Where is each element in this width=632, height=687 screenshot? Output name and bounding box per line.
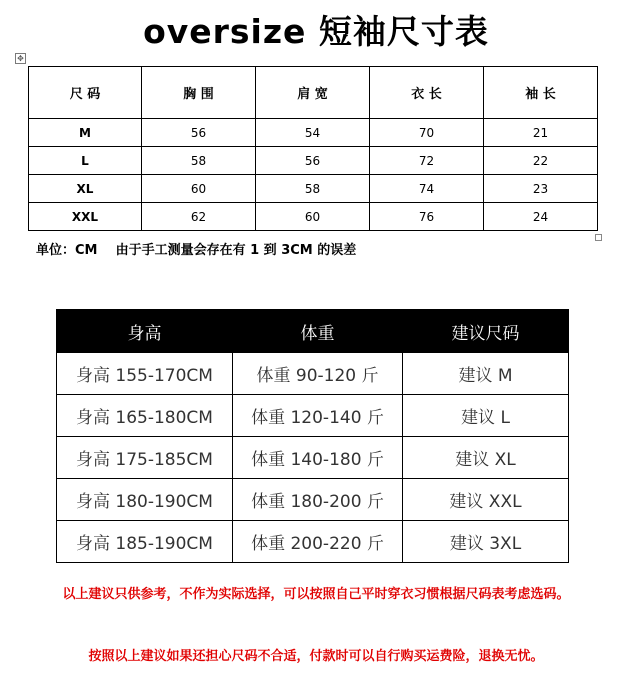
height-cell: 身高 175-185CM	[57, 437, 233, 479]
chest-cell: 62	[142, 203, 256, 231]
recommend-cell: 建议 XL	[403, 437, 569, 479]
table-row	[29, 175, 598, 203]
recommend-table-header-row	[57, 310, 569, 353]
size-cell: XL	[29, 175, 142, 203]
weight-cell: 体重 140-180 斤	[233, 437, 403, 479]
recommend-cell: 建议 M	[403, 353, 569, 395]
recommend-cell: 建议 3XL	[403, 521, 569, 563]
recommend-table	[56, 309, 569, 563]
recommend-cell: 建议 L	[403, 395, 569, 437]
length-cell: 72	[370, 147, 484, 175]
advice-note: 以上建议只供参考，不作为实际选择，可以按照自己平时穿衣习惯根据尺码表考虑选码。	[62, 587, 570, 602]
size-cell: XXL	[29, 203, 142, 231]
chest-cell: 60	[142, 175, 256, 203]
unit-note: 单位：CM 由于手工测量会存在有 1 到 3CM 的误差	[36, 243, 357, 258]
shoulder-cell: 60	[256, 203, 370, 231]
height-cell: 身高 165-180CM	[57, 395, 233, 437]
table-row	[29, 203, 598, 231]
header-chest: 胸 围	[142, 67, 256, 119]
table-row	[57, 395, 569, 437]
header-height: 身高	[57, 310, 233, 353]
size-cell: M	[29, 119, 142, 147]
page-title: oversize 短袖尺寸表	[143, 12, 489, 51]
weight-cell: 体重 180-200 斤	[233, 479, 403, 521]
table-row	[57, 479, 569, 521]
size-table-header-row	[29, 67, 598, 119]
table-resize-handle[interactable]	[595, 234, 602, 241]
header-shoulder: 肩 宽	[256, 67, 370, 119]
length-cell: 76	[370, 203, 484, 231]
height-cell: 身高 185-190CM	[57, 521, 233, 563]
size-cell: L	[29, 147, 142, 175]
sleeve-cell: 21	[484, 119, 598, 147]
table-row	[29, 119, 598, 147]
length-cell: 70	[370, 119, 484, 147]
sleeve-cell: 23	[484, 175, 598, 203]
table-row	[57, 353, 569, 395]
weight-cell: 体重 200-220 斤	[233, 521, 403, 563]
height-cell: 身高 180-190CM	[57, 479, 233, 521]
header-size: 尺 码	[29, 67, 142, 119]
shoulder-cell: 56	[256, 147, 370, 175]
chest-cell: 56	[142, 119, 256, 147]
header-length: 衣 长	[370, 67, 484, 119]
length-cell: 74	[370, 175, 484, 203]
weight-cell: 体重 120-140 斤	[233, 395, 403, 437]
table-row	[29, 147, 598, 175]
exchange-note: 按照以上建议如果还担心尺码不合适，付款时可以自行购买运费险，退换无忧。	[88, 649, 544, 664]
header-recommended-size: 建议尺码	[403, 310, 569, 353]
height-cell: 身高 155-170CM	[57, 353, 233, 395]
shoulder-cell: 58	[256, 175, 370, 203]
shoulder-cell: 54	[256, 119, 370, 147]
sleeve-cell: 24	[484, 203, 598, 231]
size-table	[28, 66, 598, 231]
table-row	[57, 437, 569, 479]
chest-cell: 58	[142, 147, 256, 175]
table-move-handle-icon[interactable]: ✥	[15, 53, 26, 64]
table-row	[57, 521, 569, 563]
weight-cell: 体重 90-120 斤	[233, 353, 403, 395]
recommend-cell: 建议 XXL	[403, 479, 569, 521]
sleeve-cell: 22	[484, 147, 598, 175]
header-sleeve: 袖 长	[484, 67, 598, 119]
header-weight: 体重	[233, 310, 403, 353]
